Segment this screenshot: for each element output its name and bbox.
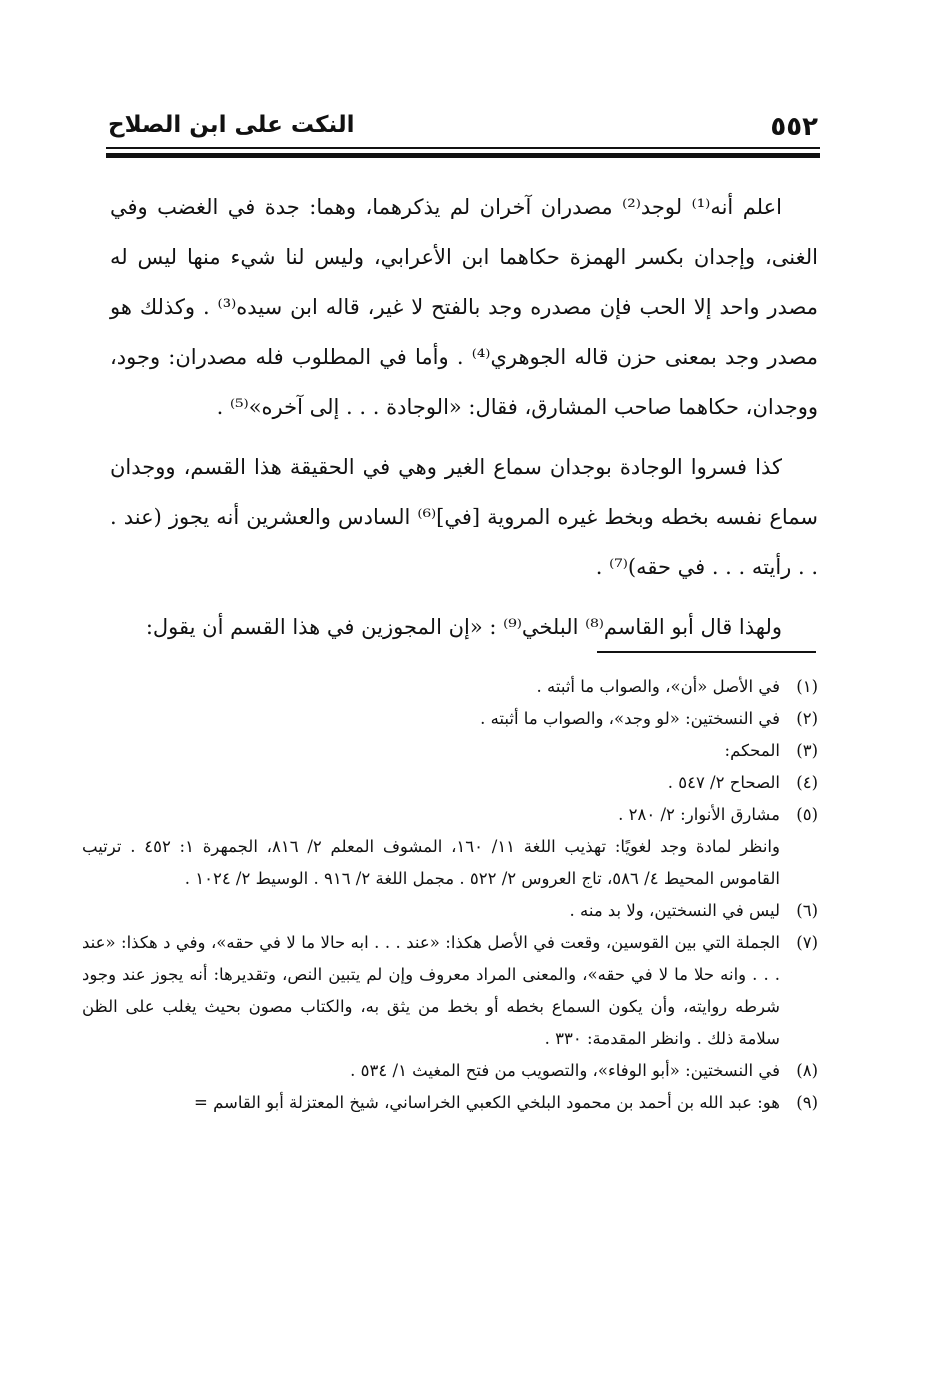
footnote-text: هو: عبد الله بن أحمد بن محمود البلخي الكعبي الخراساني، شيخ المعتزلة أبو القاسم = [194, 1093, 780, 1112]
footnote-text: الجملة التي بين القوسين، وقعت في الأصل هكذا: «عند . . . ابه حالا ما لا في حقه»، وفي د هكذا: «عند . . . وانه حلا ما لا في حقه»، والمعنى المراد معروف وإن لم يتبين النص، وتقديرها: أنه يجوز عند وجود شرطه روايته، وأن يكون السماع بخطه أو بخط من يثق به، والكتاب مصون بحيث يغلب على الظن سلامة ذلك . وانظر المقدمة: ٣٣٠ . [82, 933, 780, 1048]
footnote-text: في النسختين: «أبو الوفاء»، والتصويب من فتح المغيث ١/ ٥٣٤ . [350, 1061, 780, 1080]
paragraph-2: كذا فسروا الوجادة بوجدان سماع الغير وهي في الحقيقة هذا القسم، ووجدان سماع نفسه بخطه وبخط غيره المروية [في]⁽⁶⁾ السادس والعشرين أنه يجوز (عند . . . رأيته . . . في حقه)⁽⁷⁾ . [110, 455, 818, 579]
footnote-3 [82, 735, 818, 767]
page-number: ٥٥٢ [770, 112, 818, 142]
header-rule-thick [106, 153, 820, 158]
footnote-text: المحكم: [724, 741, 780, 760]
footnote-8 [82, 1055, 818, 1087]
footnote-separator [597, 651, 816, 653]
footnote-text: ليس في النسختين، ولا بد منه . [569, 901, 780, 920]
footnote-9 [82, 1087, 818, 1119]
footnote-6 [82, 895, 818, 927]
footnote-number: (٥) [796, 805, 818, 824]
footnote-text: في النسختين: «لو وجد»، والصواب ما أثبته . [480, 709, 780, 728]
footnote-number: (٣) [796, 741, 818, 760]
footnote-7 [82, 927, 818, 1055]
footnote-2 [82, 703, 818, 735]
footnote-number: (٢) [796, 709, 818, 728]
footnote-number: (٨) [796, 1061, 818, 1080]
footnote-4 [82, 767, 818, 799]
footnotes [82, 671, 818, 1119]
footnote-number: (٧) [796, 933, 818, 952]
footnote-text: الصحاح ٢/ ٥٤٧ . [667, 773, 780, 792]
paragraph-3: ولهذا قال أبو القاسم⁽⁸⁾ البلخي⁽⁹⁾ : «إن المجوزين في هذا القسم أن يقول: [145, 615, 782, 639]
footnote-5-continuation: وانظر لمادة وجد لغويًا: تهذيب اللغة ١١/ ١٦٠، المشوف المعلم ٢/ ٨١٦، الجمهرة ١: ٤٥٢ . ترتيب القاموس المحيط ٤/ ٥٨٦، تاج العروس ٢/ ٥٢٢ . مجمل اللغة ٢/ ٩١٦ . الوسيط ٢/ ١٠٢٤ . [82, 837, 780, 888]
footnote-1 [82, 671, 818, 703]
running-title: النكت على ابن الصلاح [108, 112, 355, 138]
footnote-number: (٩) [796, 1093, 818, 1112]
footnote-number: (٦) [796, 901, 818, 920]
footnote-text: مشارق الأنوار: ٢/ ٢٨٠ . [618, 805, 780, 824]
footnote-5 [82, 799, 818, 831]
paragraph-1: اعلم أنه⁽¹⁾ لوجد⁽²⁾ مصدران آخران لم يذكرهما، وهما: جدة في الغضب وفي الغنى، وإجدان بكسر الهمزة حكاهما ابن الأعرابي، وليس لنا شيء منها ليس له مصدر واحد إلا الحب فإن مصدره وجد بالفتح لا غير، قاله ابن سيده⁽³⁾ . وكذلك هو مصدر وجد بمعنى حزن قاله الجوهري⁽⁴⁾ . وأما في المطلوب فله مصدران: وجود، ووجدان، حكاهما صاحب المشارق، فقال: «الوجادة . . . إلى آخره»⁽⁵⁾ . [110, 195, 818, 419]
main-text [110, 182, 818, 662]
footnote-text: في الأصل «أن»، والصواب ما أثبته . [536, 677, 780, 696]
header-rule-thin [106, 147, 820, 149]
page-header [108, 104, 818, 144]
footnote-number: (١) [796, 677, 818, 696]
footnote-number: (٤) [796, 773, 818, 792]
